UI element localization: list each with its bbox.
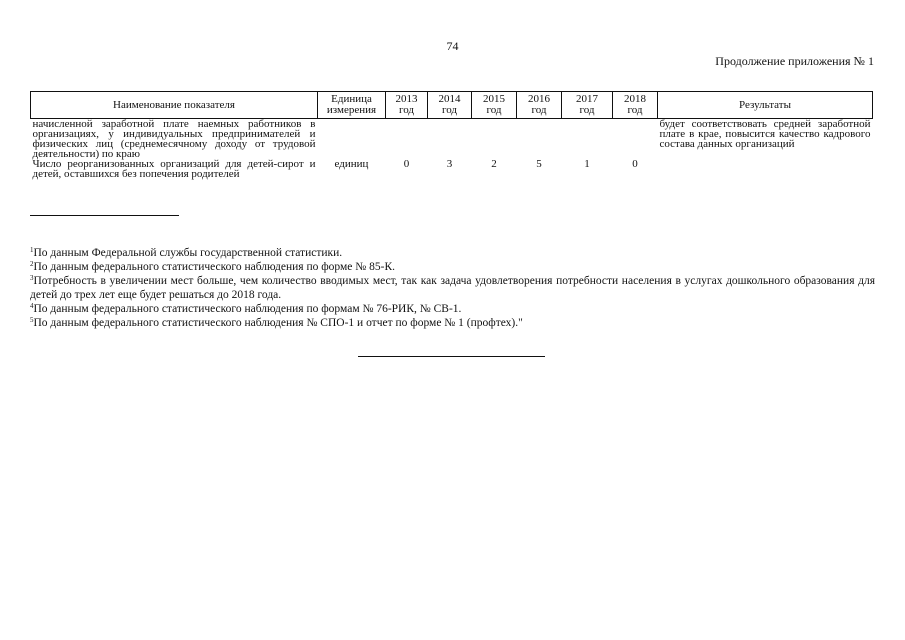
- footnote-mark: 4: [30, 302, 34, 310]
- footnote-mark: 1: [30, 246, 34, 254]
- row-value: [386, 119, 428, 160]
- footnote-mark: 2: [30, 260, 34, 268]
- footnote-text: По данным федерального статистического наблюдения по формам № 76-РИК, № СВ-1.: [33, 303, 462, 315]
- footnote-mark: 3: [30, 274, 34, 282]
- header-unit: Единица измерения: [318, 92, 386, 119]
- row-value: 1: [584, 158, 590, 170]
- header-year-suffix: год: [441, 104, 458, 116]
- header-year-2018: [613, 92, 658, 119]
- page-number: 74: [446, 39, 459, 53]
- row-value: 2: [491, 158, 497, 170]
- footnote-text: По данным федерального статистического наблюдения по форме № 85-К.: [33, 261, 395, 273]
- row-name: начисленной заработной плате наемных работников в организациях, у индивидуальных предпринимателей и физических лиц (среднемесячному доходу от трудовой деятельности) по краю: [32, 118, 316, 160]
- header-year-2016: [517, 92, 562, 119]
- header-year: 2013: [395, 93, 418, 105]
- row-value: 0: [632, 158, 638, 170]
- footnote-text: По данным Федеральной службы государственной статистики.: [33, 247, 343, 259]
- row-value: 3: [446, 158, 453, 170]
- header-year-2017: [562, 92, 613, 119]
- row-value: [517, 119, 562, 160]
- footnote-separator: [30, 215, 179, 216]
- end-rule: [358, 356, 545, 357]
- table-row: [31, 159, 873, 179]
- footnote: [30, 260, 875, 274]
- row-unit: [318, 119, 386, 160]
- footnotes: [30, 246, 875, 330]
- header-year-2015: [472, 92, 517, 119]
- indicators-table: [30, 91, 873, 179]
- row-value: [562, 119, 613, 160]
- row-value: 5: [536, 158, 542, 170]
- footnote: [30, 246, 875, 260]
- header-year: 2014: [438, 93, 461, 105]
- row-result: будет соответствовать средней заработной плате в крае, повысится качество кадрового состава данных организаций: [659, 118, 871, 150]
- footnote: [30, 302, 875, 316]
- header-year-suffix: год: [486, 104, 502, 116]
- footnote-text: По данным федерального статистического наблюдения № СПО-1 и отчет по форме № 1 (профтех).": [33, 317, 523, 329]
- header-year-suffix: год: [579, 104, 595, 116]
- row-name: Число реорганизованных организаций для детей-сирот и детей, оставшихся без попечения родителей: [32, 158, 316, 180]
- header-year-suffix: год: [398, 104, 415, 116]
- row-result: [658, 159, 873, 179]
- footnote: [30, 316, 875, 330]
- header-year: 2016: [528, 93, 550, 105]
- row-value: [613, 119, 658, 160]
- header-year: 2017: [576, 93, 598, 105]
- footnote-text: Потребность в увеличении мест больше, чем количество вводимых мест, так как задача удовлетворения потребности населения в услугах дошкольного образования для детей до трех лет еще будет решаться до 2018 года.: [30, 275, 875, 301]
- header-results: Результаты: [658, 92, 873, 119]
- table-row: [31, 119, 873, 160]
- header-year: 2018: [624, 93, 646, 105]
- footnote: [30, 274, 875, 302]
- row-value: [472, 119, 517, 160]
- table-header-row: [31, 92, 873, 119]
- row-value: 0: [403, 158, 410, 170]
- header-year-2013: [386, 92, 428, 119]
- header-year-suffix: год: [531, 104, 547, 116]
- header-year-suffix: год: [627, 104, 643, 116]
- footnote-mark: 5: [30, 316, 34, 324]
- header-year: 2015: [483, 93, 505, 105]
- header-year-2014: [428, 92, 472, 119]
- row-value: [428, 119, 472, 160]
- header-name: Наименование показателя: [31, 92, 318, 119]
- row-unit: единиц: [334, 158, 369, 170]
- continuation-label: Продолжение приложения № 1: [715, 54, 874, 68]
